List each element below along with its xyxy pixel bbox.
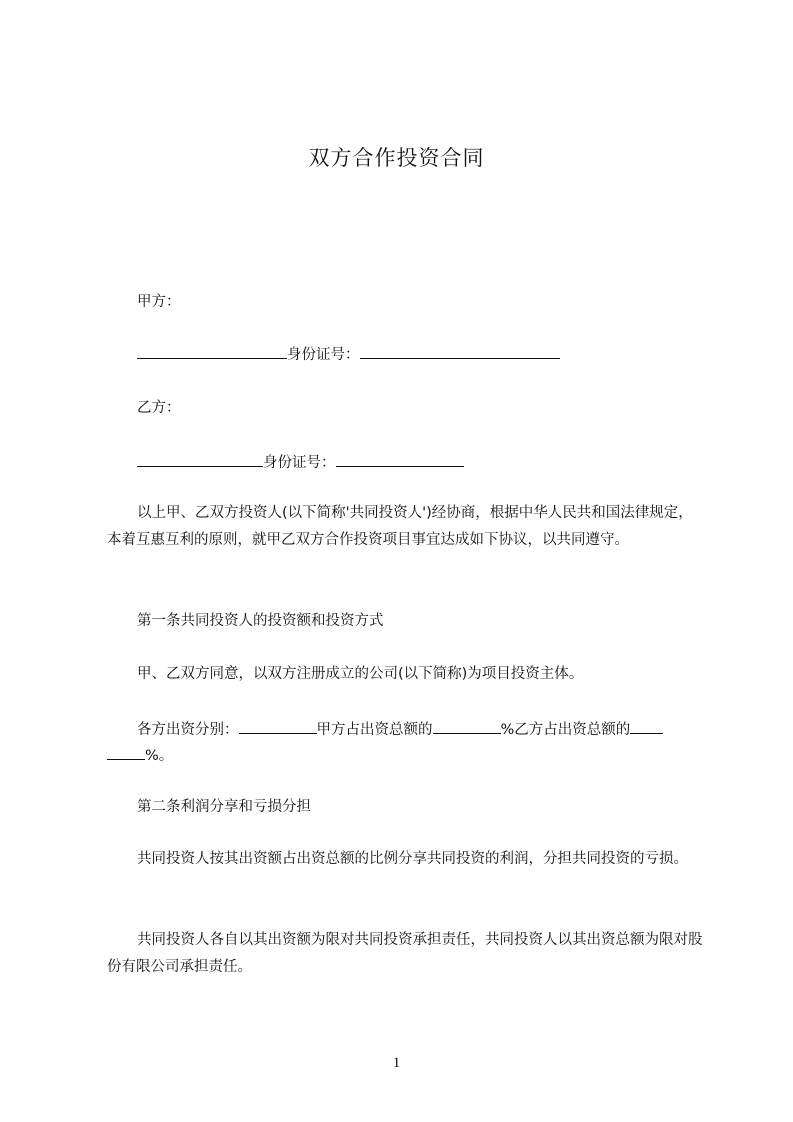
party-b-label: 乙方：	[137, 400, 181, 416]
party-b-name-blank[interactable]	[137, 452, 263, 467]
percent-suffix: %。	[145, 748, 174, 764]
party-b-share-blank-part1[interactable]	[630, 719, 663, 734]
article1-contribution-label: 各方出资分别：	[137, 722, 239, 738]
party-b-share-label: %乙方占出资总额的	[500, 722, 631, 738]
article1-para2-line2	[107, 745, 173, 766]
party-a-share-label: 甲方占出资总额的	[316, 722, 433, 738]
party-a-info-line	[137, 344, 560, 365]
article1-para1: 甲、乙双方同意，以双方注册成立的公司(以下简称)为项目投资主体。	[137, 666, 584, 682]
contribution-blank[interactable]	[239, 719, 317, 734]
page-number: 1	[392, 1055, 401, 1071]
document-title: 双方合作投资合同	[308, 146, 485, 170]
party-a-id-blank[interactable]	[360, 344, 560, 359]
intro-paragraph: 以上甲、乙双方投资人(以下简称'共同投资人')经协商，根据中华人民共和国法律规定，本着互惠互利的原则，就甲乙双方合作投资项目事宜达成如下协议，以共同遵守。	[107, 505, 693, 548]
party-b-id-label: 身份证号：	[263, 455, 336, 471]
article2-heading: 第二条利润分享和亏损分担	[137, 799, 311, 815]
party-a-name-blank[interactable]	[137, 344, 287, 359]
article1-para2-line1	[137, 719, 663, 740]
party-b-info-line	[137, 452, 464, 473]
article1-heading: 第一条共同投资人的投资额和投资方式	[137, 613, 384, 629]
party-a-label: 甲方：	[137, 294, 181, 310]
party-b-share-blank-part2[interactable]	[107, 745, 145, 760]
party-b-id-blank[interactable]	[336, 452, 464, 467]
party-a-id-label: 身份证号：	[287, 347, 360, 363]
article2-para2: 共同投资人各自以其出资额为限对共同投资承担责任，共同投资人以其出资总额为限对股份有限公司承担责任。	[107, 932, 703, 975]
article2-para1: 共同投资人按其出资额占出资总额的比例分享共同投资的利润，分担共同投资的亏损。	[137, 851, 688, 867]
party-a-share-blank[interactable]	[433, 719, 501, 734]
